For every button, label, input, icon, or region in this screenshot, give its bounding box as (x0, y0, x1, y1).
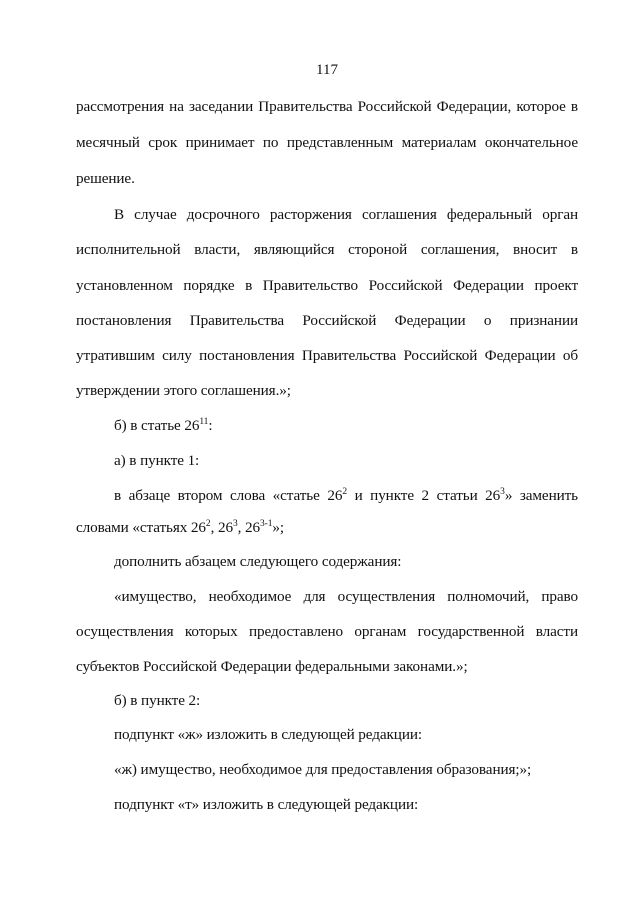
text-line-8: утратившим силу постановления Правительства Российской Федерации об (76, 347, 578, 364)
text-line-14: дополнить абзацем следующего содержания: (114, 553, 402, 570)
superscript: 3 (232, 519, 238, 529)
text-line-20: «ж) имущество, необходимое для предоставления образования;»; (114, 761, 532, 778)
text-line-1: рассмотрения на заседании Правительства Российской Федерации, которое в (76, 98, 578, 115)
text-fragment: и пункте 2 статьи 26 (347, 487, 501, 504)
text-fragment: , 26 (237, 519, 260, 536)
text-line-18: б) в пункте 2: (114, 692, 201, 709)
text-line-7: постановления Правительства Российской Федерации о признании (76, 312, 578, 329)
superscript: 2 (342, 487, 347, 497)
text-line-16: осуществления которых предоставлено органам государственной власти (76, 623, 578, 640)
superscript: 3-1 (260, 519, 273, 529)
text-line-10 (114, 417, 212, 435)
text-fragment: б) в статье 26 (114, 417, 200, 434)
text-line-21: подпункт «т» изложить в следующей редакции: (114, 796, 419, 813)
text-line-9: утверждении этого соглашения.»; (76, 382, 291, 399)
page-number: 117 (316, 62, 338, 78)
superscript: 2 (205, 519, 211, 529)
text-line-5: исполнительной власти, являющийся стороной соглашения, вносит в (76, 241, 578, 258)
text-fragment: , 26 (210, 519, 233, 536)
text-line-12 (114, 487, 578, 505)
text-line-2: месячный срок принимает по представленным материалам окончательное (76, 134, 578, 151)
text-fragment: »; (272, 519, 284, 536)
text-line-4: В случае досрочного расторжения соглашения федеральный орган (114, 206, 578, 223)
text-line-3: решение. (76, 170, 135, 187)
text-line-6: установленном порядке в Правительство Российской Федерации проект (76, 277, 578, 294)
text-fragment: » заменить (504, 487, 578, 504)
text-line-19: подпункт «ж» изложить в следующей редакции: (114, 726, 422, 743)
text-line-11: а) в пункте 1: (114, 452, 200, 469)
superscript: 3 (500, 487, 505, 497)
text-line-17: субъектов Российской Федерации федеральными законами.»; (76, 658, 468, 675)
text-line-15: «имущество, необходимое для осуществления полномочий, право (114, 588, 578, 605)
text-fragment: в абзаце втором слова «статье 26 (114, 487, 343, 504)
superscript: 11 (199, 417, 209, 427)
text-fragment: : (208, 417, 213, 434)
text-line-13 (76, 519, 284, 537)
text-fragment: словами «статьях 26 (76, 519, 206, 536)
